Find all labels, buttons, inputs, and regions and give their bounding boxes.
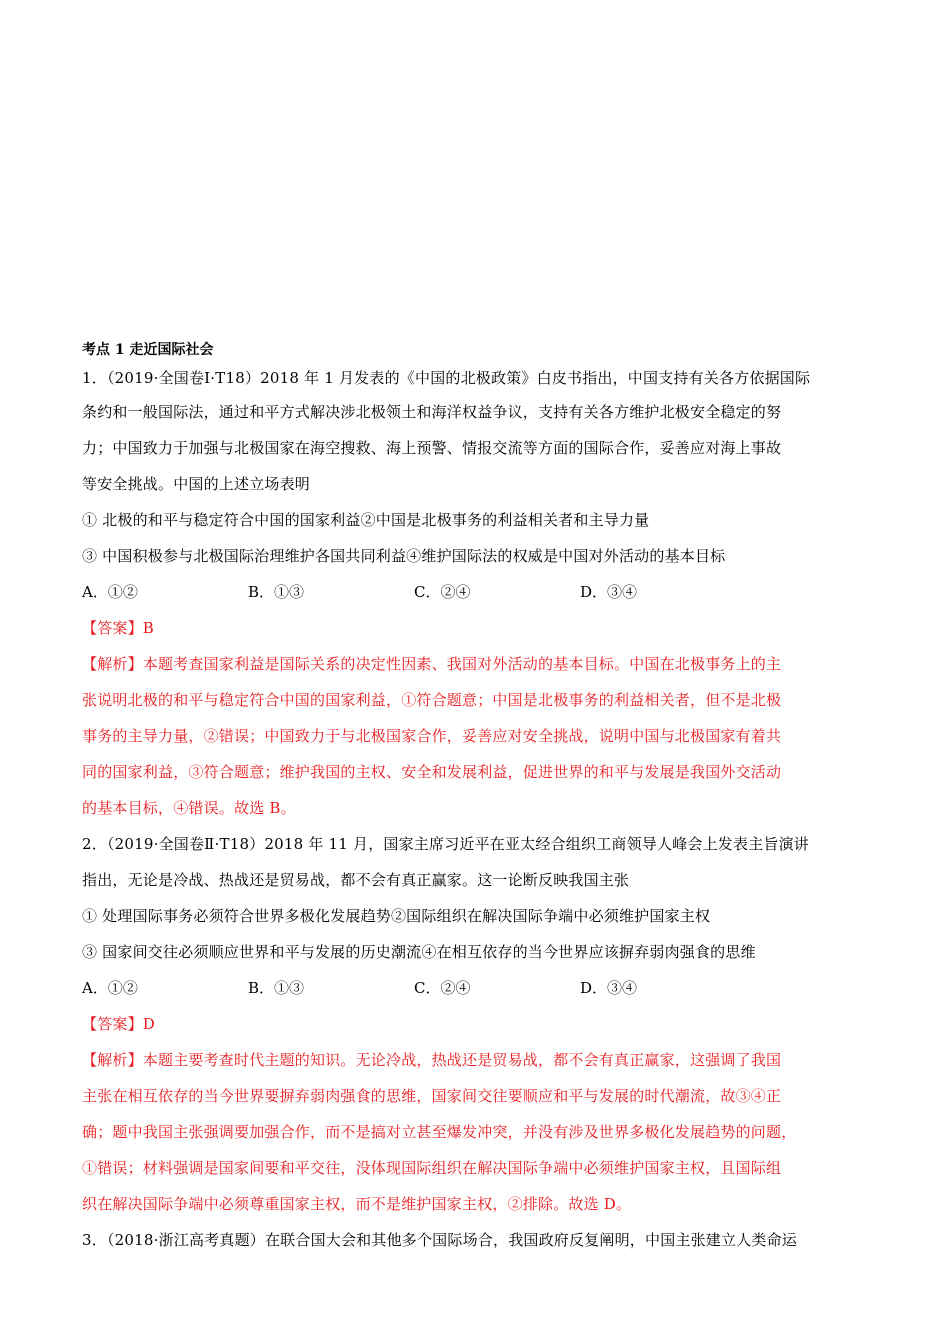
question-2 — [82, 826, 872, 1222]
question-stem-line: 力；中国致力于加强与北极国家在海空搜救、海上预警、情报交流等方面的国际合作，妥善应对海上事故 — [82, 439, 782, 457]
option-d: D．③④ — [580, 979, 638, 997]
statement-line: ① 北极的和平与稳定符合中国的国家利益②中国是北极事务的利益相关者和主导力量 — [82, 511, 650, 529]
question-stem-line: 3．（2018·浙江高考真题）在联合国大会和其他多个国际场合，我国政府反复阐明，中国主张建立人类命运 — [82, 1231, 797, 1249]
analysis-line: 事务的主导力量，②错误；中国致力于与北极国家合作，妥善应对安全挑战，说明中国与北极国家有着共 — [82, 727, 782, 745]
statement-line: ③ 中国积极参与北极国际治理维护各国共同利益④维护国际法的权威是中国对外活动的基本目标 — [82, 547, 726, 565]
answer-options — [82, 574, 872, 610]
analysis-line: 主张在相互依存的当今世界要摒弃弱肉强食的思维，国家间交往要顺应和平与发展的时代潮流，故③④正 — [82, 1087, 782, 1105]
analysis-line: 织在解决国际争端中必须尊重国家主权，而不是维护国家主权，②排除。故选 D。 — [82, 1195, 632, 1213]
option-d: D．③④ — [580, 583, 638, 601]
option-c: C．②④ — [414, 979, 471, 997]
option-c: C．②④ — [414, 583, 471, 601]
analysis-line: 【解析】本题主要考查时代主题的知识。无论冷战，热战还是贸易战，都不会有真正赢家，这强调了我国 — [82, 1051, 782, 1069]
answer-label: 【答案】D — [82, 1015, 156, 1033]
question-stem-line: 条约和一般国际法，通过和平方式解决涉北极领土和海洋权益争议，支持有关各方维护北极安全稳定的努 — [82, 403, 782, 421]
answer-options — [82, 970, 872, 1006]
question-1 — [82, 362, 872, 826]
answer-label: 【答案】B — [82, 619, 155, 637]
option-a: A．①② — [82, 583, 138, 601]
question-stem-line: 2．（2019·全国卷Ⅱ·T18）2018 年 11 月，国家主席习近平在亚太经合组织工商领导人峰会上发表主旨演讲 — [82, 835, 810, 853]
question-stem-line: 等安全挑战。中国的上述立场表明 — [82, 475, 311, 493]
option-a: A．①② — [82, 979, 138, 997]
question-3 — [82, 1222, 872, 1258]
analysis-line: 张说明北极的和平与稳定符合中国的国家利益，①符合题意；中国是北极事务的利益相关者，但不是北极 — [82, 691, 782, 709]
document-page — [82, 338, 872, 1258]
statement-line: ③ 国家间交往必须顺应世界和平与发展的历史潮流④在相互依存的当今世界应该摒弃弱肉强食的思维 — [82, 943, 756, 961]
question-stem-line: 1．（2019·全国卷Ⅰ·T18）2018 年 1 月发表的《中国的北极政策》白皮书指出，中国支持有关各方依据国际 — [82, 369, 811, 387]
analysis-line: 的基本目标，④错误。故选 B。 — [82, 799, 296, 817]
section-title: 考点 1 走近国际社会 — [82, 342, 214, 358]
analysis-line: 同的国家利益，③符合题意；维护我国的主权、安全和发展利益，促进世界的和平与发展是我国外交活动 — [82, 763, 782, 781]
question-stem-line: 指出，无论是冷战、热战还是贸易战，都不会有真正赢家。这一论断反映我国主张 — [82, 871, 630, 889]
option-b: B．①③ — [248, 979, 305, 997]
option-b: B．①③ — [248, 583, 305, 601]
analysis-line: 【解析】本题考查国家利益是国际关系的决定性因素、我国对外活动的基本目标。中国在北极事务上的主 — [82, 655, 782, 673]
analysis-line: 确；题中我国主张强调要加强合作，而不是搞对立甚至爆发冲突，并没有涉及世界多极化发展趋势的问题， — [82, 1123, 797, 1141]
analysis-line: ①错误；材料强调是国家间要和平交往，没体现国际组织在解决国际争端中必须维护国家主权，且国际组 — [82, 1159, 782, 1177]
statement-line: ① 处理国际事务必须符合世界多极化发展趋势②国际组织在解决国际争端中必须维护国家主权 — [82, 907, 711, 925]
